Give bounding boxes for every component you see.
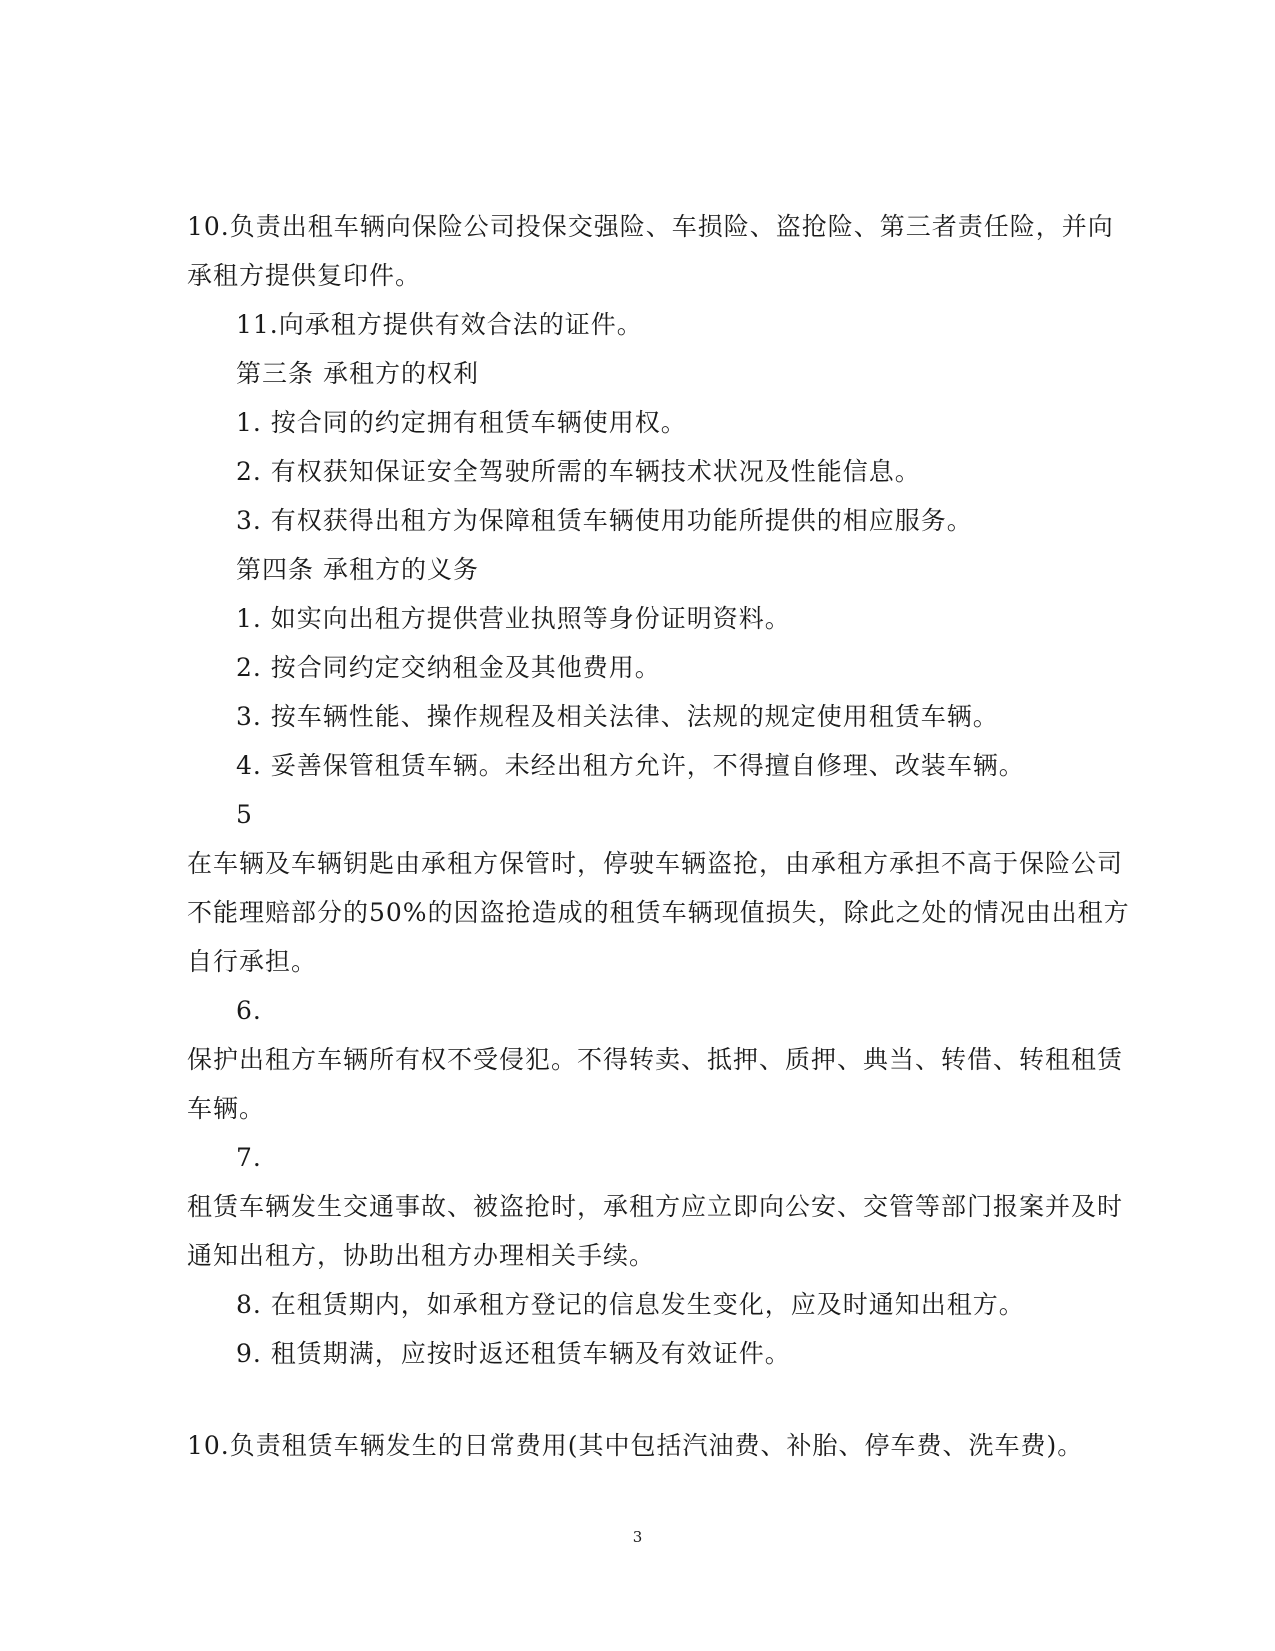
page-number: 3	[632, 1528, 643, 1546]
duties-item-6-number: 6.	[236, 996, 262, 1025]
duties-item-6-line-2: 车辆。	[187, 1094, 266, 1123]
clause-10-insurance-line-2: 承租方提供复印件。	[187, 261, 422, 290]
duties-item-7-line-2: 通知出租方，协助出租方办理相关手续。	[187, 1241, 656, 1270]
duties-item-5-line-3: 自行承担。	[187, 947, 318, 976]
duties-item-7-number: 7.	[236, 1143, 262, 1172]
duties-item-3: 3. 按车辆性能、操作规程及相关法律、法规的规定使用租赁车辆。	[236, 702, 999, 731]
duties-item-10: 10.负责租赁车辆发生的日常费用(其中包括汽油费、补胎、停车费、洗车费)。	[187, 1431, 1084, 1460]
duties-item-6-line-1: 保护出租方车辆所有权不受侵犯。不得转卖、抵押、质押、典当、转借、转租租赁	[187, 1045, 1124, 1074]
rights-item-1: 1. 按合同的约定拥有租赁车辆使用权。	[236, 408, 687, 437]
duties-item-5-line-2: 不能理赔部分的50%的因盗抢造成的租赁车辆现值损失，除此之处的情况由出租方	[187, 898, 1130, 927]
duties-item-9: 9. 租赁期满，应按时返还租赁车辆及有效证件。	[236, 1339, 791, 1368]
duties-item-5-number: 5	[236, 800, 253, 829]
article-4-heading: 第四条 承租方的义务	[236, 555, 479, 584]
rights-item-2: 2. 有权获知保证安全驾驶所需的车辆技术状况及性能信息。	[236, 457, 921, 486]
duties-item-8: 8. 在租赁期内，如承租方登记的信息发生变化，应及时通知出租方。	[236, 1290, 1025, 1319]
duties-item-7-line-1: 租赁车辆发生交通事故、被盗抢时，承租方应立即向公安、交管等部门报案并及时	[187, 1192, 1124, 1221]
rights-item-3: 3. 有权获得出租方为保障租赁车辆使用功能所提供的相应服务。	[236, 506, 973, 535]
article-3-heading: 第三条 承租方的权利	[236, 359, 479, 388]
duties-item-5-line-1: 在车辆及车辆钥匙由承租方保管时，停驶车辆盗抢，由承租方承担不高于保险公司	[187, 849, 1124, 878]
clause-10-insurance-line-1: 10.负责出租车辆向保险公司投保交强险、车损险、盗抢险、第三者责任险，并向	[187, 212, 1114, 241]
duties-item-4: 4. 妥善保管租赁车辆。未经出租方允许，不得擅自修理、改装车辆。	[236, 751, 1025, 780]
duties-item-2: 2. 按合同约定交纳租金及其他费用。	[236, 653, 661, 682]
duties-item-1: 1. 如实向出租方提供营业执照等身份证明资料。	[236, 604, 791, 633]
clause-11-documents: 11.向承租方提供有效合法的证件。	[236, 310, 643, 339]
